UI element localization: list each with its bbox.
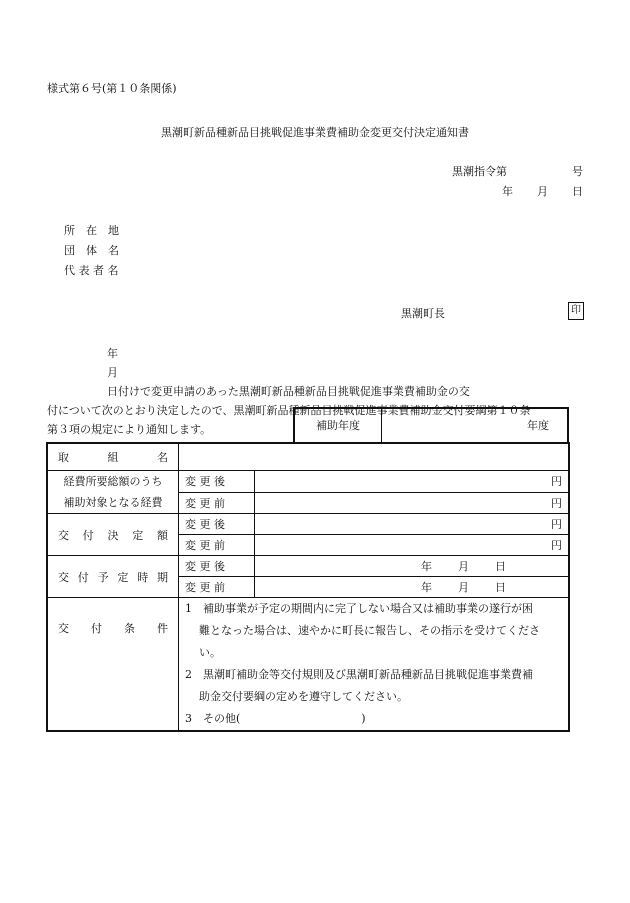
body-year: 年 bbox=[107, 347, 118, 360]
before-label: 変 更 前 bbox=[179, 535, 255, 556]
recipient-group-label: 団 体 名 bbox=[64, 244, 119, 257]
project-name-value bbox=[179, 443, 570, 471]
table-row bbox=[47, 514, 569, 535]
issue-date-year: 年 bbox=[502, 185, 513, 198]
before-label: 変 更 前 bbox=[179, 492, 255, 514]
yen-unit: 円 bbox=[255, 471, 570, 493]
conditions-label: 交 付 条 件 bbox=[47, 598, 179, 732]
table-row bbox=[47, 556, 569, 577]
after-label: 変 更 後 bbox=[179, 471, 255, 493]
before-label: 変 更 前 bbox=[179, 577, 255, 598]
date-month: 月 bbox=[458, 560, 469, 573]
schedule-after-date bbox=[255, 556, 570, 577]
after-label: 変 更 後 bbox=[179, 514, 255, 535]
recipient-address-label: 所 在 地 bbox=[64, 224, 119, 237]
project-name-label: 取 組 名 bbox=[47, 443, 179, 471]
reference-prefix: 黒潮指令第 bbox=[452, 165, 507, 178]
after-label: 変 更 後 bbox=[179, 556, 255, 577]
reference-suffix: 号 bbox=[572, 165, 583, 178]
seal-mark: 印 bbox=[568, 302, 584, 320]
body-month: 月 bbox=[107, 366, 118, 379]
body-line-1-text: 日付けで変更申請のあった黒潮町新品種新品目挑戦促進事業費補助金の交 bbox=[107, 385, 470, 398]
table-row bbox=[47, 598, 569, 732]
yen-unit: 円 bbox=[255, 535, 570, 556]
form-number: 様式第６号(第１０条関係) bbox=[47, 82, 177, 95]
date-year: 年 bbox=[421, 560, 432, 573]
condition-1-line-1: 1 補助事業が予定の期間内に完了しない場合又は補助事業の遂行が困 bbox=[185, 602, 533, 615]
condition-1-line-2: 難となった場合は、速やかに町長に報告し、その指示を受けてくださ bbox=[199, 624, 540, 637]
condition-2-line-1: 2 黒潮町補助金等交付規則及び黒潮町新品種新品目挑戦促進事業費補 bbox=[185, 668, 533, 681]
recipient-representative-label: 代 表 者 名 bbox=[64, 264, 119, 277]
grant-amount-label: 交 付 決 定 額 bbox=[47, 514, 179, 556]
yen-unit: 円 bbox=[255, 514, 570, 535]
date-year: 年 bbox=[421, 581, 432, 594]
fiscal-year-label: 補助年度 bbox=[295, 409, 382, 442]
condition-1-line-3: い。 bbox=[199, 646, 221, 659]
date-day: 日 bbox=[495, 581, 506, 594]
issue-date-day: 日 bbox=[572, 185, 583, 198]
table-row bbox=[47, 471, 569, 493]
eligible-cost-label-line-1: 経費所要総額のうち bbox=[63, 475, 163, 488]
schedule-label: 交付予定時期 bbox=[47, 556, 179, 598]
condition-3: 3 その他( ) bbox=[185, 712, 366, 725]
document-title: 黒潮町新品種新品目挑戦促進事業費補助金変更交付決定通知書 bbox=[161, 126, 469, 139]
condition-2-line-2: 助金交付要綱の定めを遵守してください。 bbox=[199, 690, 408, 703]
date-month: 月 bbox=[458, 581, 469, 594]
body-line-2: 付について次のとおり決定したので、黒潮町新品種新品目挑戦促進事業費補助金交付要綱第１０条 bbox=[47, 404, 531, 417]
conditions-list bbox=[179, 598, 570, 732]
fiscal-year-box bbox=[293, 407, 569, 442]
issue-date-month: 月 bbox=[537, 185, 548, 198]
eligible-cost-label bbox=[47, 471, 179, 514]
schedule-before-date bbox=[255, 577, 570, 598]
issuer-name: 黒潮町長 bbox=[401, 307, 445, 320]
eligible-cost-label-line-2: 補助対象となる経費 bbox=[63, 496, 163, 509]
grant-table bbox=[46, 442, 570, 732]
body-line-3: 第３項の規定により通知します。 bbox=[47, 423, 212, 436]
table-row bbox=[47, 443, 569, 471]
body-line-1 bbox=[47, 344, 587, 401]
date-day: 日 bbox=[495, 560, 506, 573]
fiscal-year-value: 年度 bbox=[527, 419, 549, 432]
yen-unit: 円 bbox=[255, 492, 570, 514]
